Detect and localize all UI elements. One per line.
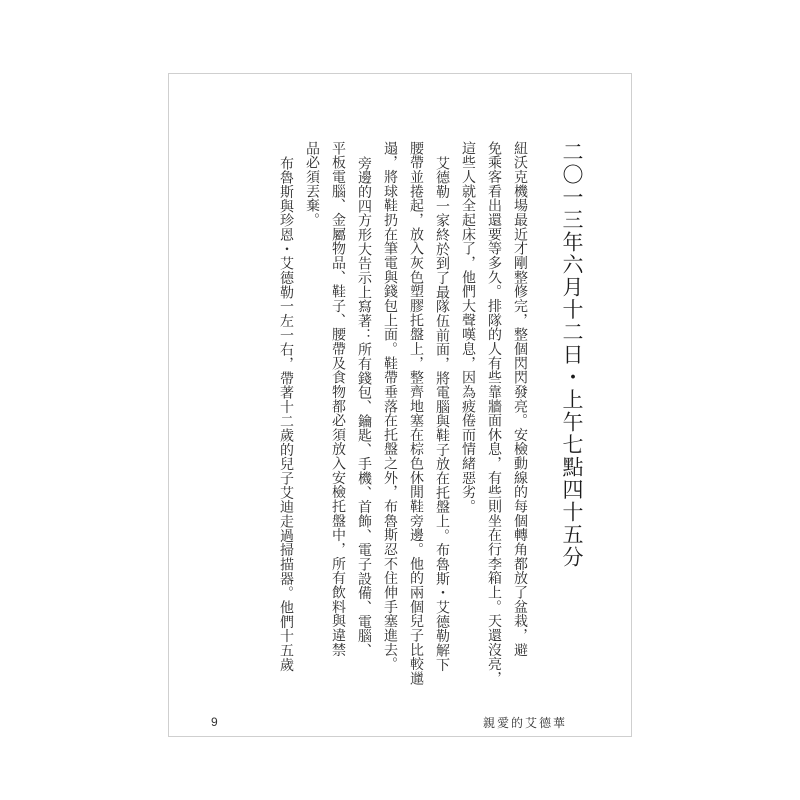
- body-line-10: 布魯斯與珍恩・艾德勒一左一右，帶著十二歲的兒子艾迪走過掃描器。他們十五歲: [278, 156, 294, 672]
- body-line-8: 平板電腦、金屬物品、鞋子、腰帶及食物都必須放入安檢托盤中，所有飲料與違禁: [330, 141, 346, 657]
- book-page: [168, 73, 632, 737]
- body-line-2: 免乘客看出還要等多久。排隊的人有些靠牆面休息，有些則坐在行李箱上。天還沒亮，: [486, 141, 502, 686]
- body-line-3: 這些人就全起床了，他們大聲嘆息，因為疲倦而情緒惡劣。: [460, 141, 476, 514]
- body-line-5: 腰帶並捲起，放入灰色塑膠托盤上，整齊地塞在棕色休閒鞋旁邊。他的兩個兒子比較邋: [408, 141, 424, 686]
- body-line-7: 旁邊的四方形大告示上寫著：所有錢包、鑰匙、手機、首飾、電子設備、電腦、: [356, 156, 372, 658]
- body-line-9: 品必須丟棄。: [304, 141, 320, 227]
- running-title: 親愛的艾德華: [483, 716, 568, 730]
- chapter-heading: 二〇一三年六月十二日・上午七點四十五分: [560, 141, 584, 569]
- page-number: 9: [211, 715, 218, 729]
- body-line-6: 遢，將球鞋扔在筆電與錢包上面。鞋帶垂落在托盤之外，布魯斯忍不住伸手塞進去。: [382, 141, 398, 672]
- body-line-1: 紐沃克機場最近才剛整修完，整個閃閃發亮。安檢動線的每個轉角都放了盆栽，避: [512, 141, 528, 657]
- body-line-4: 艾德勒一家終於到了最隊伍前面，將電腦與鞋子放在托盤上。布魯斯・艾德勒解下: [434, 156, 450, 672]
